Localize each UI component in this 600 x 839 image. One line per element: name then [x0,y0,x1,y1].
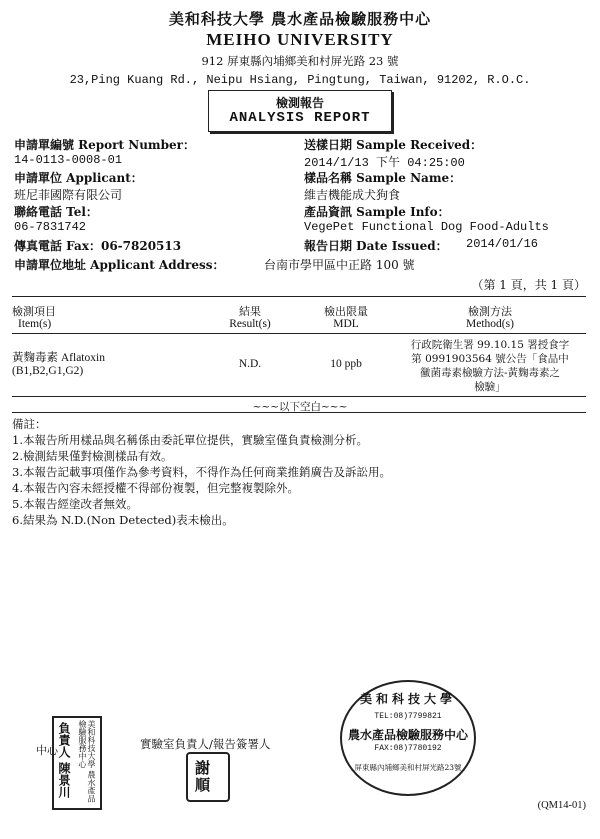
lab-round-stamp [340,680,476,796]
method-line-4: 檢驗」 [474,381,506,393]
tel-value: 06-7831742 [14,220,87,234]
result-value: N.D. [238,358,262,370]
sample-info-value: VegePet Functional Dog Food-Adults [304,220,549,234]
applicant-address-value: 台南市學甲區中正路 100 號 [264,258,415,272]
round-stamp-address: 屏東縣內埔鄉美和村屏光路23號 [354,763,462,772]
round-stamp-arc-text: 美和科技大學 [359,692,456,706]
applicant-label: 申請單位 Applicant： [14,171,143,185]
signature-seal [186,752,230,802]
report-number-value: 14-0113-0008-01 [14,153,123,167]
address-en: 23,Ping Kuang Rd., Neipu Hsiang, Pingtung, Taiwan, 91202, R.O.C. [69,73,531,87]
fax-line: 傳真電話 Fax：06-7820513 [14,239,182,253]
note-item: 6.結果為 N.D.(Non Detected)表未檢出。 [12,513,234,527]
org-name-zh: 美和科技大學 農水產品檢驗服務中心 [168,10,432,28]
table-row-rule [12,396,586,397]
note-item: 5.本報告經塗改者無效。 [12,497,138,511]
method-line-2: 第 0991903564 號公告「食品中 [411,353,569,365]
report-title-box [208,90,392,132]
col-result-zh: 結果 [239,305,261,318]
sample-info-label: 產品資訊 Sample Info： [304,205,450,219]
mdl-value: 10 ppb [330,358,362,370]
report-title-en: ANALYSIS REPORT [229,110,371,126]
note-item: 4.本報告內容未經授權不得部份複製，但完整複製除外。 [12,481,299,495]
item-subtypes: (B1,B2,G1,G2) [12,365,84,377]
applicant-value: 班尼菲國際有限公司 [14,188,123,202]
col-item-zh: 檢測項目 [12,305,56,318]
report-title-zh: 檢測報告 [275,96,324,110]
form-code: (QM14-01) [537,800,586,811]
notes-title: 備註： [12,417,47,431]
tel-label: 聯絡電話 Tel： [14,205,98,219]
director-seal-stamp [52,716,102,810]
table-bottom-rule [12,412,586,413]
note-item: 3.本報告記載事項僅作為參考資料，不得作為任何商業推銷廣告及訴訟用。 [12,465,391,479]
lab-director-label: 實驗室負責人/報告簽署人 [140,737,271,751]
table-top-rule [12,296,586,297]
round-stamp-fax: FAX:08)7780192 [374,744,442,753]
address-zh: 912 屏東縣內埔鄉美和村屏光路 23 號 [201,54,399,68]
method-line-1: 行政院衛生署 99.10.15 署授食字 [410,339,570,351]
round-stamp-tel: TEL:08)7799821 [374,712,442,721]
table-header-rule [12,333,586,334]
seal-center-name: 美和科技大學 農水產品檢驗服務中心 [78,720,96,803]
seal-director-name: 負責人 陳景川 [57,722,71,799]
col-mdl-en: MDL [333,318,359,330]
col-mdl-zh: 檢出限量 [324,305,368,318]
round-stamp-name: 農水產品檢驗服務中心 [347,728,468,742]
method-line-3: 黴菌毒素檢驗方法-黃麴毒素之 [419,367,561,379]
note-item: 2.檢測結果僅對檢測樣品有效。 [12,449,173,463]
note-item: 1.本報告所用樣品與名稱係由委託單位提供，實驗室僅負責檢測分析。 [12,433,368,447]
signature-seal-text: 謝順 [193,760,211,794]
item-name: 黃麴毒素 Aflatoxin [12,352,105,364]
center-label: 中心 [36,744,58,757]
date-issued-label: 報告日期 Date Issued： [304,239,448,253]
sample-received-value: 2014/1/13 下午 04:25:00 [304,156,465,170]
page-info: （第 1 頁，共 1 頁） [471,278,586,292]
col-item-en: Item(s) [18,318,52,330]
report-number-label: 申請單編號 Report Number： [14,138,195,152]
col-result-en: Result(s) [229,318,271,330]
sample-name-value: 維吉機能成犬狗食 [304,188,401,202]
end-marker: ~~~以下空白~~~ [252,401,348,413]
sample-name-label: 樣品名稱 Sample Name： [304,171,462,185]
col-method-en: Method(s) [466,318,514,330]
col-method-zh: 檢測方法 [468,305,512,318]
sample-received-label: 送樣日期 Sample Received： [304,138,483,152]
applicant-address-label: 申請單位地址 Applicant Address： [14,258,225,272]
date-issued-value: 2014/01/16 [466,237,539,251]
university-name: MEIHO UNIVERSITY [206,30,394,49]
